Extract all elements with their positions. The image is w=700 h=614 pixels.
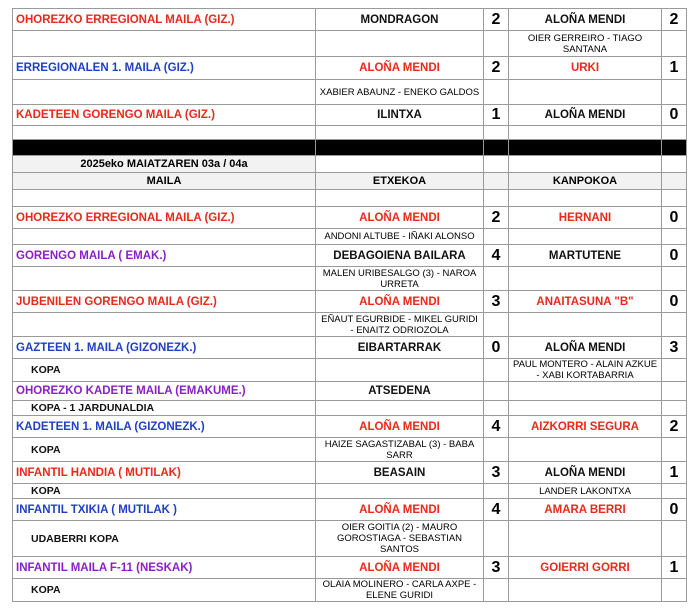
- away-score-cell: 2: [662, 416, 687, 438]
- home-score-cell: 2: [484, 57, 509, 80]
- away-scorers-cell: [509, 267, 662, 291]
- home-team-cell: DEBAGOIENA BAILARA: [316, 245, 484, 267]
- home-score-cell: 0: [484, 337, 509, 359]
- match-row: [13, 382, 687, 401]
- category-cell: ERREGIONALEN 1. MAILA (GIZ.): [13, 57, 316, 80]
- away-team-cell: ALOÑA MENDI: [509, 105, 662, 126]
- empty-cell: [484, 484, 509, 499]
- empty-cell: [484, 229, 509, 245]
- scorers-row: [13, 521, 687, 557]
- home-score-cell: 1: [484, 105, 509, 126]
- home-team-cell: ATSEDENA: [316, 382, 484, 401]
- away-scorers-cell: [509, 438, 662, 462]
- scorers-row: [13, 31, 687, 57]
- home-scorers-cell: EÑAUT EGURBIDE - MIKEL GURIDI - ENAITZ ODRIOZOLA: [316, 313, 484, 337]
- away-team-cell: ANAITASUNA "B": [509, 291, 662, 313]
- results-sheet: [12, 8, 687, 602]
- result-row: [13, 9, 687, 31]
- note-cell: [13, 80, 316, 105]
- away-score-cell: 1: [662, 57, 687, 80]
- empty-cell: [484, 313, 509, 337]
- home-scorers-cell: MALEN URIBESALGO (3) - NAROA URRETA: [316, 267, 484, 291]
- away-score-cell: 2: [662, 9, 687, 31]
- empty-cell: [662, 80, 687, 105]
- empty-cell: [484, 579, 509, 602]
- empty-cell: [662, 229, 687, 245]
- away-score-cell: 0: [662, 499, 687, 521]
- away-team-cell: URKI: [509, 57, 662, 80]
- empty-cell: [484, 267, 509, 291]
- separator-bar: [13, 140, 687, 156]
- note-cell: KOPA: [13, 438, 316, 462]
- category-cell: KADETEEN 1. MAILA (GIZONEZK.): [13, 416, 316, 438]
- col-home-header: ETXEKOA: [316, 173, 484, 190]
- match-row: [13, 245, 687, 267]
- away-scorers-cell: OIER GERREIRO - TIAGO SANTANA: [509, 31, 662, 57]
- home-team-cell: MONDRAGON: [316, 9, 484, 31]
- home-team-cell: BEASAIN: [316, 462, 484, 484]
- away-team-cell: AMARA BERRI: [509, 499, 662, 521]
- away-score-cell: 0: [662, 291, 687, 313]
- empty-cell: [662, 401, 687, 416]
- match-row: [13, 337, 687, 359]
- away-score-cell: 3: [662, 337, 687, 359]
- empty-cell: [484, 359, 509, 382]
- away-score-cell: 1: [662, 462, 687, 484]
- away-team-cell: AIZKORRI SEGURA: [509, 416, 662, 438]
- away-team-cell: HERNANI: [509, 207, 662, 229]
- note-cell: [13, 267, 316, 291]
- home-scorers-cell: [316, 484, 484, 499]
- category-cell: OHOREZKO ERREGIONAL MAILA (GIZ.): [13, 207, 316, 229]
- away-score-cell: 0: [662, 245, 687, 267]
- home-team-cell: ALOÑA MENDI: [316, 557, 484, 579]
- away-team-cell: [509, 382, 662, 401]
- date-row: [13, 156, 687, 173]
- note-cell: [13, 229, 316, 245]
- category-cell: INFANTIL TXIKIA ( MUTILAK ): [13, 499, 316, 521]
- home-score-cell: 4: [484, 416, 509, 438]
- category-cell: OHOREZKO KADETE MAILA (EMAKUME.): [13, 382, 316, 401]
- home-scorers-cell: OIER GOITIA (2) - MAURO GOROSTIAGA - SEBASTIAN SANTOS: [316, 521, 484, 557]
- home-score-cell: 2: [484, 207, 509, 229]
- empty-cell: [662, 438, 687, 462]
- match-row: [13, 416, 687, 438]
- home-score-cell: 3: [484, 462, 509, 484]
- away-score-cell: [662, 382, 687, 401]
- scorers-row: [13, 579, 687, 602]
- empty-cell: [662, 359, 687, 382]
- note-cell: [13, 31, 316, 57]
- empty-cell: [662, 579, 687, 602]
- date-label: 2025eko MAIATZAREN 03a / 04a: [13, 156, 316, 173]
- result-row: [13, 105, 687, 126]
- spacer-row: [13, 126, 687, 140]
- empty-cell: [484, 31, 509, 57]
- away-scorers-cell: LANDER LAKONTXA: [509, 484, 662, 499]
- match-row: [13, 462, 687, 484]
- home-score-cell: 4: [484, 245, 509, 267]
- category-cell: INFANTIL MAILA F-11 (NESKAK): [13, 557, 316, 579]
- empty-cell: [662, 31, 687, 57]
- empty-cell: [484, 521, 509, 557]
- away-team-cell: ALOÑA MENDI: [509, 9, 662, 31]
- empty-cell: [484, 438, 509, 462]
- away-scorers-cell: [509, 80, 662, 105]
- home-team-cell: ILINTXA: [316, 105, 484, 126]
- note-cell: KOPA - 1 JARDUNALDIA: [13, 401, 316, 416]
- category-cell: KADETEEN GORENGO MAILA (GIZ.): [13, 105, 316, 126]
- empty-cell: [662, 484, 687, 499]
- scorers-row: [13, 229, 687, 245]
- note-cell: KOPA: [13, 359, 316, 382]
- result-row: [13, 57, 687, 80]
- home-scorers-cell: [316, 31, 484, 57]
- note-cell: KOPA: [13, 484, 316, 499]
- home-team-cell: EIBARTARRAK: [316, 337, 484, 359]
- home-scorers-cell: [316, 359, 484, 382]
- category-cell: GORENGO MAILA ( EMAK.): [13, 245, 316, 267]
- home-team-cell: ALOÑA MENDI: [316, 499, 484, 521]
- home-score-cell: [484, 382, 509, 401]
- spacer-row: [13, 190, 687, 207]
- category-cell: JUBENILEN GORENGO MAILA (GIZ.): [13, 291, 316, 313]
- empty-cell: [484, 80, 509, 105]
- home-team-cell: ALOÑA MENDI: [316, 416, 484, 438]
- away-score-cell: 0: [662, 105, 687, 126]
- home-team-cell: ALOÑA MENDI: [316, 207, 484, 229]
- category-cell: INFANTIL HANDIA ( MUTILAK): [13, 462, 316, 484]
- home-score-cell: 2: [484, 9, 509, 31]
- home-scorers-cell: XABIER ABAUNZ - ENEKO GALDOS: [316, 80, 484, 105]
- away-scorers-cell: [509, 229, 662, 245]
- away-team-cell: ALOÑA MENDI: [509, 337, 662, 359]
- home-scorers-cell: OLAIA MOLINERO - CARLA AXPE - ELENE GURIDI: [316, 579, 484, 602]
- away-team-cell: ALOÑA MENDI: [509, 462, 662, 484]
- scorers-row: [13, 313, 687, 337]
- empty-cell: [662, 313, 687, 337]
- home-score-cell: 3: [484, 291, 509, 313]
- home-score-cell: 3: [484, 557, 509, 579]
- home-scorers-cell: ANDONI ALTUBE - IÑAKI ALONSO: [316, 229, 484, 245]
- home-scorers-cell: [316, 401, 484, 416]
- away-scorers-cell: [509, 579, 662, 602]
- away-scorers-cell: [509, 401, 662, 416]
- scorers-row: [13, 267, 687, 291]
- col-away-header: KANPOKOA: [509, 173, 662, 190]
- empty-cell: [662, 267, 687, 291]
- away-scorers-cell: [509, 521, 662, 557]
- scorers-row: [13, 438, 687, 462]
- note-cell: KOPA: [13, 579, 316, 602]
- scorers-row: [13, 359, 687, 382]
- away-team-cell: GOIERRI GORRI: [509, 557, 662, 579]
- empty-cell: [662, 521, 687, 557]
- scorers-row: [13, 484, 687, 499]
- match-row: [13, 557, 687, 579]
- note-cell: UDABERRI KOPA: [13, 521, 316, 557]
- category-cell: GAZTEEN 1. MAILA (GIZONEZK.): [13, 337, 316, 359]
- home-scorers-cell: HAIZE SAGASTIZABAL (3) - BABA SARR: [316, 438, 484, 462]
- empty-cell: [484, 401, 509, 416]
- away-score-cell: 0: [662, 207, 687, 229]
- match-row: [13, 291, 687, 313]
- away-scorers-cell: [509, 313, 662, 337]
- note-cell: [13, 313, 316, 337]
- col-category-header: MAILA: [13, 173, 316, 190]
- scorers-row: [13, 80, 687, 105]
- scorers-row: [13, 401, 687, 416]
- away-scorers-cell: PAUL MONTERO - ALAIN AZKUE - XABI KORTABARRIA: [509, 359, 662, 382]
- column-header-row: [13, 173, 687, 190]
- match-row: [13, 499, 687, 521]
- home-team-cell: ALOÑA MENDI: [316, 291, 484, 313]
- away-team-cell: MARTUTENE: [509, 245, 662, 267]
- home-team-cell: ALOÑA MENDI: [316, 57, 484, 80]
- home-score-cell: 4: [484, 499, 509, 521]
- match-row: [13, 207, 687, 229]
- away-score-cell: 1: [662, 557, 687, 579]
- category-cell: OHOREZKO ERREGIONAL MAILA (GIZ.): [13, 9, 316, 31]
